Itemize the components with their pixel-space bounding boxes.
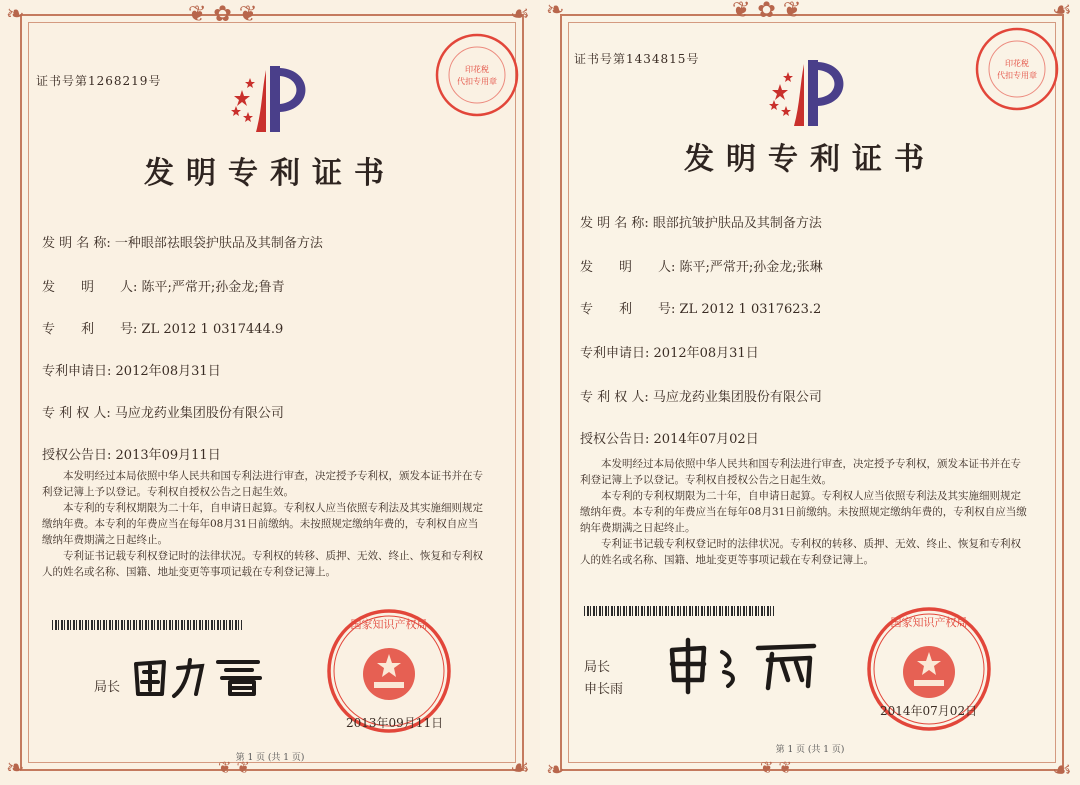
field-patentee <box>42 402 284 421</box>
svg-text:代扣专用章: 代扣专用章 <box>997 71 1037 80</box>
body-paragraph: 本发明经过本局依照中华人民共和国专利法进行审查，决定授予专利权，颁发本证书并在专利登记簿上予以登记。专利权自授权公告之日起生效。 <box>580 458 1021 486</box>
field-value: 2014年07月02日 <box>653 432 759 447</box>
certificate-title: 发明专利证书 <box>684 142 936 177</box>
field-value: 陈平;严常开;孙金龙;鲁青 <box>141 280 285 295</box>
top-ornament: ❦ ✿ ❦ <box>188 2 258 27</box>
certificate-number: 证书号第1434815号 <box>574 52 700 66</box>
field-value: 2013年09月11日 <box>115 448 221 463</box>
body-paragraph: 本发明经过本局依照中华人民共和国专利法进行审查，决定授予专利权，颁发本证书并在专利登记簿上予以登记。专利权自授权公告之日起生效。 <box>42 470 483 498</box>
field-grant-date <box>42 444 221 463</box>
seal-date: 2014年07月02日 <box>880 704 978 718</box>
field-value: 马应龙药业集团股份有限公司 <box>652 390 822 405</box>
body-paragraph: 本专利的专利权期限为二十年，自申请日起算。专利权人应当依照专利法及其实施细则规定缴纳年费。本专利的年费应当在每年08月31日前缴纳。未按照规定缴纳年费的，专利权自应当缴纳年费期满之日起终止。 <box>580 490 1027 534</box>
certificate-title: 发明专利证书 <box>144 156 396 191</box>
field-patentee <box>580 386 822 405</box>
field-label: 专 利 号: <box>42 322 138 337</box>
cnipa-logo-icon <box>222 60 318 138</box>
field-label: 发 明 名 称: <box>580 216 649 231</box>
field-value: 陈平;严常开;孙金龙;张琳 <box>679 260 823 275</box>
field-label: 专 利 号: <box>580 302 676 317</box>
svg-text:国家知识产权局: 国家知识产权局 <box>350 618 428 631</box>
corner-ornament-icon: ☙ <box>1052 758 1072 783</box>
field-value: ZL 2012 1 0317623.2 <box>679 302 822 317</box>
barcode <box>52 620 242 630</box>
page-footer: 第 1 页 (共 1 页) <box>775 745 845 755</box>
field-value: 眼部抗皱护肤品及其制备方法 <box>652 216 822 231</box>
tax-stamp <box>972 24 1062 114</box>
certificate-number: 证书号第1268219号 <box>36 74 162 88</box>
bottom-ornament: ❦ ❦ <box>760 758 792 777</box>
director-signature <box>664 636 824 696</box>
certificate-body-text <box>580 456 1030 568</box>
field-label: 发 明 人: <box>42 280 138 295</box>
seal-date: 2013年09月11日 <box>346 716 444 730</box>
body-paragraph: 专利证书记载专利权登记时的法律状况。专利权的转移、质押、无效、终止、恢复和专利权人的姓名或名称、国籍、地址变更等事项记载在专利登记簿上。 <box>42 550 483 578</box>
svg-text:印花税: 印花税 <box>1005 59 1029 68</box>
director-label: 局长 <box>584 660 611 675</box>
field-application-date <box>42 360 221 379</box>
page-footer: 第 1 页 (共 1 页) <box>235 753 305 763</box>
director-signature <box>130 654 270 700</box>
field-patent-number <box>42 318 283 337</box>
field-label: 专 利 权 人: <box>580 390 649 405</box>
corner-ornament-icon: ❧ <box>546 0 565 23</box>
cnipa-logo-icon <box>760 54 856 132</box>
field-invention-name <box>580 212 822 231</box>
field-value: 马应龙药业集团股份有限公司 <box>114 406 284 421</box>
field-invention-name <box>42 232 323 251</box>
director-printed-name: 申长雨 <box>584 682 624 697</box>
patent-certificate-right <box>540 0 1080 785</box>
field-application-date <box>580 342 759 361</box>
field-patent-number <box>580 298 821 317</box>
certificate-body-text <box>42 468 486 580</box>
svg-text:国家知识产权局: 国家知识产权局 <box>890 616 968 629</box>
field-value: 一种眼部祛眼袋护肤品及其制备方法 <box>114 236 323 251</box>
field-label: 专利申请日: <box>580 346 650 361</box>
field-value: 2012年08月31日 <box>653 346 759 361</box>
field-label: 发 明 名 称: <box>42 236 111 251</box>
corner-ornament-icon: ❧ <box>6 756 25 781</box>
director-label: 局长 <box>94 680 121 695</box>
bottom-ornament: ❦ ❦ <box>218 758 250 777</box>
field-inventors <box>580 256 823 275</box>
corner-ornament-icon: ☙ <box>510 2 530 27</box>
field-grant-date <box>580 428 759 447</box>
field-label: 授权公告日: <box>42 448 112 463</box>
field-value: ZL 2012 1 0317444.9 <box>141 322 284 337</box>
field-label: 授权公告日: <box>580 432 650 447</box>
corner-ornament-icon: ☙ <box>510 756 530 781</box>
svg-text:代扣专用章: 代扣专用章 <box>457 77 497 86</box>
field-label: 专利申请日: <box>42 364 112 379</box>
barcode <box>584 606 774 616</box>
field-label: 发 明 人: <box>580 260 676 275</box>
field-label: 专 利 权 人: <box>42 406 111 421</box>
tax-stamp <box>432 30 522 120</box>
field-value: 2012年08月31日 <box>115 364 221 379</box>
body-paragraph: 本专利的专利权期限为二十年，自申请日起算。专利权人应当依照专利法及其实施细则规定缴纳年费。本专利的年费应当在每年08月31日前缴纳。未按照规定缴纳年费的，专利权自应当缴纳年费期满之日起终止。 <box>42 502 483 546</box>
field-inventors <box>42 276 285 295</box>
body-paragraph: 专利证书记载专利权登记时的法律状况。专利权的转移、质押、无效、终止、恢复和专利权人的姓名或名称、国籍、地址变更等事项记载在专利登记簿上。 <box>580 538 1021 566</box>
corner-ornament-icon: ☙ <box>1052 0 1072 23</box>
top-ornament: ❦ ✿ ❦ <box>732 0 802 23</box>
svg-text:印花税: 印花税 <box>465 65 489 74</box>
corner-ornament-icon: ❧ <box>546 758 565 783</box>
corner-ornament-icon: ❧ <box>6 2 25 27</box>
